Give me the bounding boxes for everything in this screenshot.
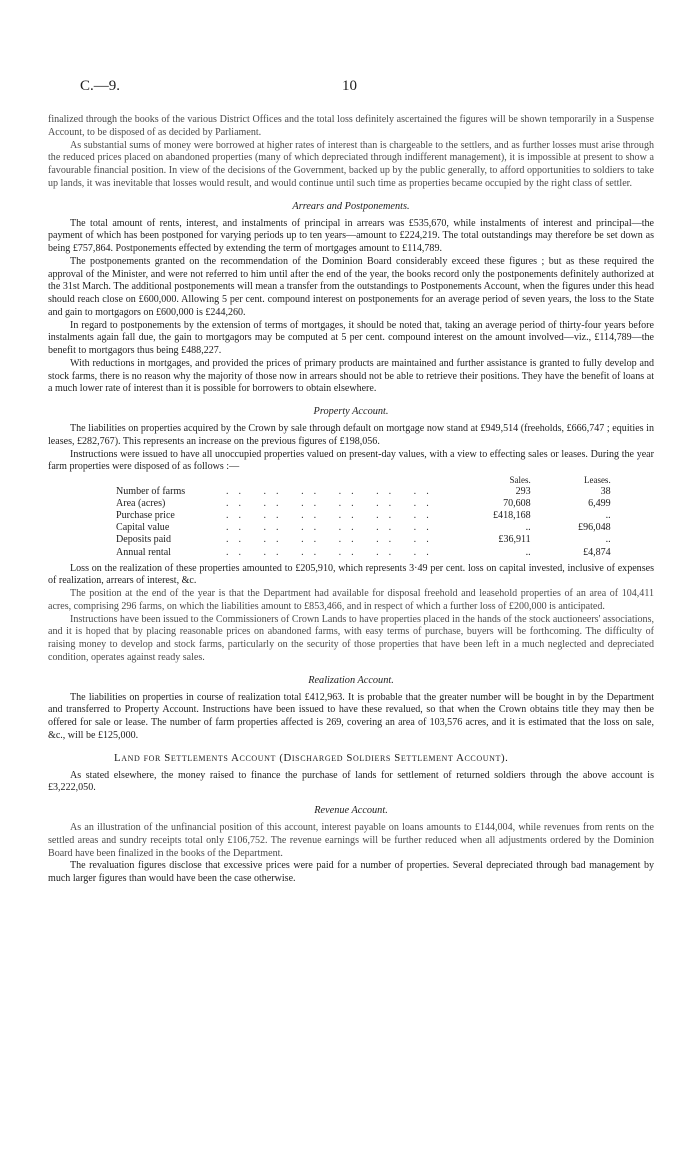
- row-label: Purchase price: [116, 510, 175, 522]
- section-heading: Land for Settlements Account (Discharged Soldiers Settlement Account).: [114, 751, 509, 764]
- column-header-sales: Sales.: [509, 475, 531, 485]
- leader-dots: .. .. .. .. .. ..: [226, 486, 439, 498]
- table-row: [116, 498, 611, 510]
- sales-value: 70,608: [503, 498, 531, 510]
- table-header-row: [116, 474, 611, 486]
- table-row: [116, 534, 611, 546]
- table-row: [116, 522, 611, 534]
- body-paragraph: The revaluation figures disclose that excessive prices were paid for a number of properties. Several depreciated through bad management by much larger figures than would have been the case otherwise.: [48, 860, 654, 885]
- disposals-table: [116, 474, 611, 559]
- row-label: Number of farms: [116, 486, 186, 498]
- sales-value: ..: [525, 546, 531, 558]
- row-label: Area (acres): [116, 498, 166, 510]
- property-section: [48, 405, 654, 665]
- leases-value: 6,499: [588, 498, 611, 510]
- section-heading: Property Account.: [313, 406, 389, 417]
- intro-paragraph: finalized through the books of the various District Offices and the total loss definitely ascertained the figures will be shown temporarily in a Suspense Account, to be disposed of as decided by Parliament.: [48, 114, 654, 138]
- sales-value: £418,168: [493, 510, 531, 522]
- leader-dots: .. .. .. .. .. ..: [226, 498, 439, 510]
- intro-section: [48, 114, 654, 191]
- body-paragraph: The postponements granted on the recommendation of the Dominion Board considerably exceed these figures ; but as these required the approval of the Minister, and were not referred to him until after the end of the year, the books record only the postponements definitely authorized at the 31st March. The additional postponements will mean a transfer from the outstandings to Postponements Account, when the figures under this head should reach close on £600,000. Allowing 5 per cent. compound interest on postponements for an average period of seven years, the loss to the State and gain to mortgagors on £600,000 is £244,260.: [48, 255, 654, 318]
- body-paragraph: With reductions in mortgages, and provided the prices of primary products are maintained and further assistance is granted to fully develop and stock farms, there is no reason why the majority of those now in arrears should not be able to retrieve their positions. They have the benefit of loans at a much lower rate of interest than it is possible for borrowers to obtain elsewhere.: [48, 357, 654, 395]
- page-number: 10: [342, 78, 357, 94]
- leader-dots: .. .. .. .. .. ..: [226, 510, 439, 522]
- leader-dots: .. .. .. .. .. ..: [226, 522, 439, 534]
- row-label: Capital value: [116, 522, 170, 534]
- section-heading: Realization Account.: [308, 674, 394, 686]
- intro-paragraph: As substantial sums of money were borrowed at higher rates of interest than is chargeable to the settlers, and as further losses must arise through the reduced prices placed on abandoned properties (many of which depreciated through indifferent management), it is impossible at present to show a favourable financial position. In view of the decisions of the Government, backed up by the public generally, to afford opportunities to soldiers to take up lands, it was inevitable that losses would result, and would continue until such time as properties became occupied by the right class of settler.: [48, 139, 654, 189]
- row-label: Deposits paid: [116, 534, 171, 546]
- sales-value: £36,911: [498, 534, 531, 546]
- body-paragraph: As stated elsewhere, the money raised to finance the purchase of lands for settlement of returned soldiers through the above account is £3,222,050.: [48, 769, 654, 794]
- body-paragraph: Loss on the realization of these properties amounted to £205,910, which represents 3·49 per cent. loss on capital invested, inclusive of expenses of realization, arrears of interest, &c.: [48, 562, 654, 587]
- body-paragraph: The total amount of rents, interest, and instalments of principal in arrears was £535,670, while instalments of interest and principal—the payment of which has been postponed for varying periods up to ten years—amount to £224,219. The total outstandings may therefore be set down as being £757,864. Postponements effected by extending the term of mortgages amount to £114,789.: [48, 217, 654, 254]
- revenue-section: [48, 804, 654, 886]
- body-paragraph: The position at the end of the year is that the Department had available for disposal freehold and leasehold properties of an area of 104,411 acres, comprising 296 farms, on which the liabilities amount to £853,466, and in respect of which a further loss of £200,000 is anticipated.: [48, 588, 654, 612]
- leader-dots: .. .. .. .. .. ..: [226, 546, 439, 558]
- sales-value: ..: [525, 522, 531, 534]
- body-paragraph: The liabilities on properties acquired by the Crown by sale through default on mortgage now stand at £949,514 (freeholds, £666,747 ; equities in leases, £282,767). This represents an increase on the previous figures of £198,056.: [48, 423, 654, 447]
- body-paragraph: The liabilities on properties in course of realization total £412,963. It is probable that the greater number will be bought in by the Department and transferred to Property Account. Instructions have been issued to have these revalued, so that when the Crown obtains title they may then be offered for sale or lease. The number of farm properties affected is 269, covering an area of 103,576 acres, and it is estimated that the loss on sale, &c., will be £125,000.: [48, 691, 654, 741]
- realization-section: [48, 674, 654, 743]
- leader-dots: .. .. .. .. .. ..: [226, 534, 439, 546]
- sales-value: 293: [515, 486, 531, 498]
- leases-value: ..: [605, 510, 611, 522]
- section-heading: Arrears and Postponements.: [292, 200, 410, 212]
- land-settlements-section: [48, 752, 654, 796]
- leases-value: £4,874: [583, 546, 611, 558]
- table-row: [116, 510, 611, 522]
- leases-value: £96,048: [578, 522, 611, 534]
- leases-value: ..: [605, 534, 611, 546]
- body-paragraph: Instructions were issued to have all unoccupied properties valued on present-day values, with a view to effecting sales or leases. During the year farm properties were disposed of as follows :—: [48, 448, 654, 473]
- row-label: Annual rental: [116, 546, 171, 558]
- arrears-section: [48, 200, 654, 397]
- body-paragraph: Instructions have been issued to the Commissioners of Crown Lands to have properties placed in the hands of the stock auctioneers' associations, and it is hoped that by placing reasonable prices on abandoned farms, with easy terms of purchase, buyers will be forthcoming. The difficulty of raising money to develop and stock farms, particularly on the security of those properties that have been left in a much neglected and depreciated condition, operates against ready sales.: [48, 613, 654, 663]
- table-row: [116, 486, 611, 498]
- document-reference: C.—9.: [80, 78, 121, 94]
- body-paragraph: In regard to postponements by the extension of terms of mortgages, it should be noted that, taking an average period of thirty-four years before instalments again fall due, the gain to mortgagors may be computed at 5 per cent. compound interest on the amount involved—viz., £114,789—the benefit to mortgagors thus being £488,227.: [48, 319, 654, 356]
- table-row: [116, 547, 611, 559]
- section-heading: Revenue Account.: [314, 805, 388, 817]
- column-header-leases: Leases.: [583, 475, 611, 485]
- leases-value: 38: [600, 486, 611, 498]
- body-paragraph: As an illustration of the unfinancial position of this account, interest payable on loans amounts to £144,004, while revenues from rents on the settled areas and sundry receipts total only £106,752. The revenue earnings will be further reduced when all adjustments ordered by the Dominion Board have been finalized in the books of the Department.: [48, 822, 654, 859]
